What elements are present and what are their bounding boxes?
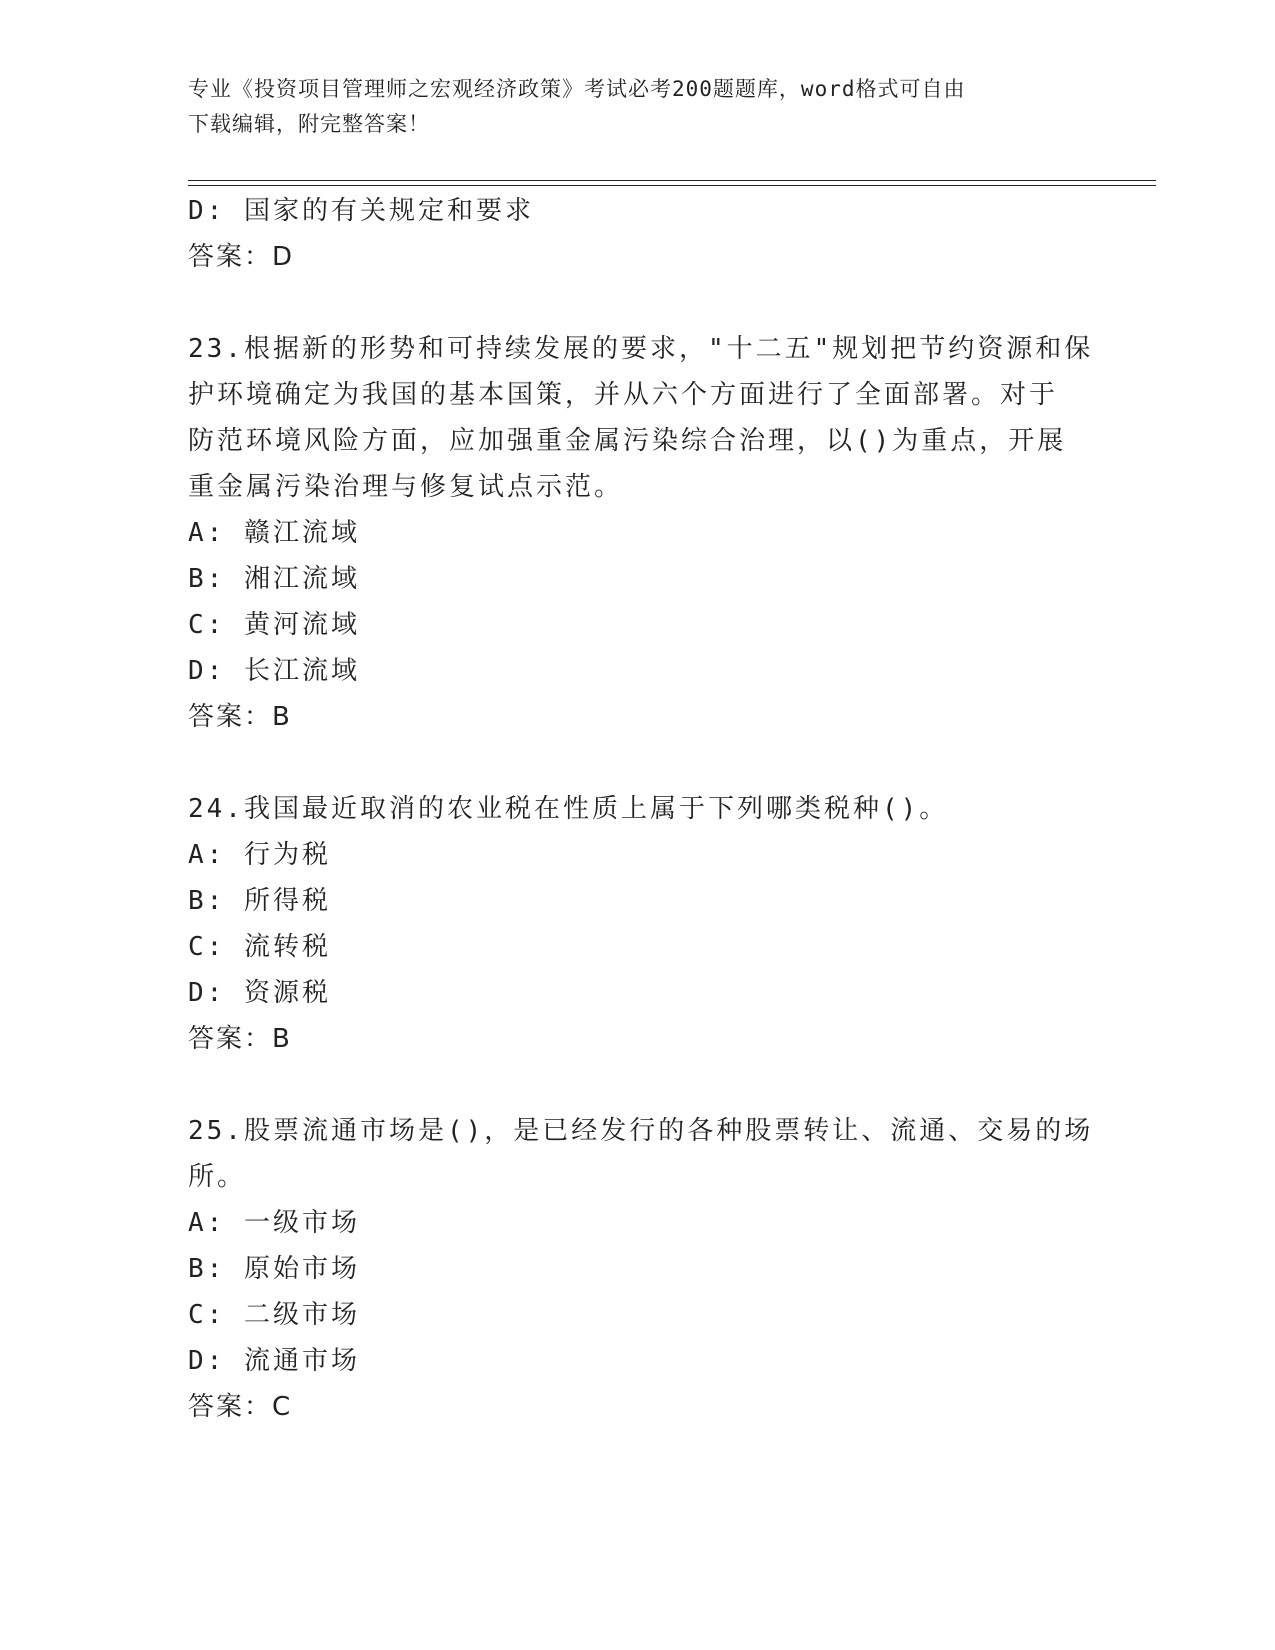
prev-option-d: D: 国家的有关规定和要求 — [188, 196, 534, 226]
question-25-stem — [188, 1108, 1094, 1200]
header-line-2: 下载编辑，附完整答案！ — [188, 112, 430, 136]
question-25-answer: 答案：C — [188, 1392, 293, 1422]
question-23-option-b: B: 湘江流域 — [188, 564, 360, 594]
question-23-stem-line: 护环境确定为我国的基本国策，并从六个方面进行了全面部署。对于 — [188, 380, 1059, 410]
question-24-option-c: C: 流转税 — [188, 932, 331, 962]
question-23-stem-line: 23.根据新的形势和可持续发展的要求，"十二五"规划把节约资源和保 — [188, 334, 1094, 364]
question-25-option-a: A: 一级市场 — [188, 1208, 360, 1238]
page-header — [188, 72, 1078, 142]
question-23-answer: 答案：B — [188, 702, 292, 732]
header-divider-bottom — [188, 185, 1156, 186]
prev-answer: 答案：D — [188, 242, 295, 272]
question-25-option-c: C: 二级市场 — [188, 1300, 360, 1330]
question-23-stem-line: 防范环境风险方面，应加强重金属污染综合治理，以()为重点，开展 — [188, 426, 1067, 456]
question-25-option-d: D: 流通市场 — [188, 1346, 360, 1376]
question-content — [188, 188, 1094, 1430]
question-23-option-d: D: 长江流域 — [188, 656, 360, 686]
question-25-stem-line: 25.股票流通市场是()，是已经发行的各种股票转让、流通、交易的场 — [188, 1116, 1094, 1146]
question-24-stem — [188, 786, 1088, 832]
question-23-stem-line: 重金属污染治理与修复试点示范。 — [188, 472, 624, 502]
question-23-stem — [188, 326, 1094, 510]
question-23-option-a: A: 赣江流域 — [188, 518, 360, 548]
question-25-stem-line: 所。 — [188, 1162, 247, 1192]
question-24-option-b: B: 所得税 — [188, 886, 331, 916]
question-24-option-d: D: 资源税 — [188, 978, 331, 1008]
header-divider-top — [188, 180, 1156, 181]
question-23-option-c: C: 黄河流域 — [188, 610, 360, 640]
header-line-1: 专业《投资项目管理师之宏观经济政策》考试必考200题题库，word格式可自由 — [188, 77, 966, 101]
question-24-answer: 答案：B — [188, 1024, 292, 1054]
question-24-option-a: A: 行为税 — [188, 840, 331, 870]
question-24-stem-line: 24.我国最近取消的农业税在性质上属于下列哪类税种()。 — [188, 794, 949, 824]
question-25-option-b: B: 原始市场 — [188, 1254, 360, 1284]
